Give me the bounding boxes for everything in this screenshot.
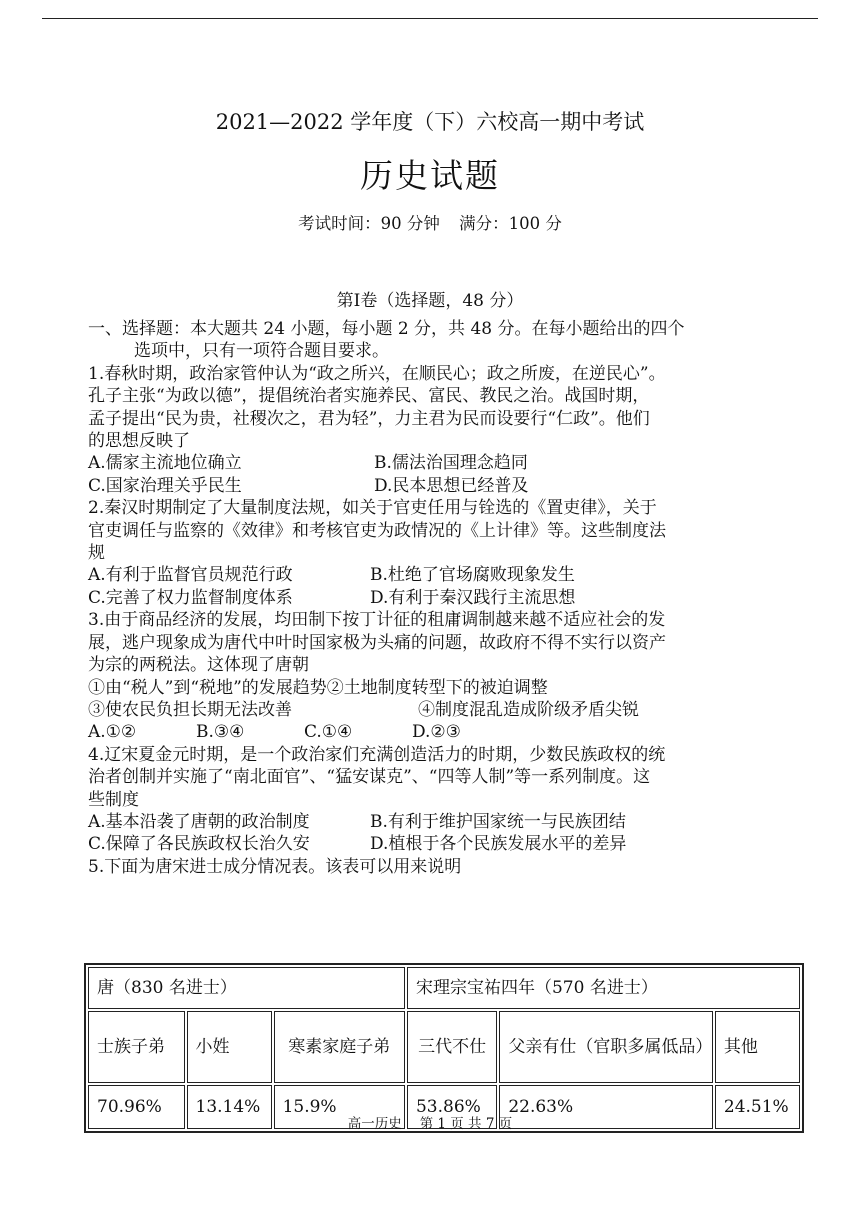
option-row — [88, 587, 788, 609]
question-line: 1.春秋时期，政治家管仲认为“政之所兴，在顺民心；政之所废，在逆民心”。 — [88, 363, 666, 384]
option-d: D.②③ — [412, 722, 461, 743]
option-b: B.有利于维护国家统一与民族团结 — [370, 811, 626, 832]
option-d: D.植根于各个民族发展水平的差异 — [370, 834, 627, 855]
question-line: 孔子主张“为政以德”，提倡统治者实施养民、富民、教民之治。战国时期， — [88, 386, 650, 407]
table-cell: 13.14% — [187, 1085, 272, 1129]
table-header-cell: 寒素家庭子弟 — [274, 1011, 405, 1083]
page-footer: 高一历史 第 1 页 共 7 页 — [347, 1116, 513, 1132]
option-row — [88, 833, 788, 855]
question-line: 展，逃户现象成为唐代中叶时国家极为头痛的问题，故政府不得不实行以资产 — [88, 632, 666, 653]
exam-time: 考试时间：90 分钟 — [298, 214, 440, 233]
table-cell: 24.51% — [715, 1085, 800, 1129]
option-c: C.完善了权力监督制度体系 — [88, 587, 293, 608]
instruction-line: 一、选择题：本大题共 24 小题，每小题 2 分，共 48 分。在每小题给出的四个 — [88, 319, 685, 339]
option-row — [88, 564, 788, 586]
exam-score: 满分：100 分 — [459, 214, 562, 233]
table-group-header-row — [88, 967, 800, 1009]
option-c: C.保障了各民族政权长治久安 — [88, 834, 310, 855]
question-line: 5.下面为唐宋进士成分情况表。该表可以用来说明 — [88, 856, 462, 877]
option-a: A.①② — [88, 722, 137, 743]
option-a: A.基本沿袭了唐朝的政治制度 — [88, 811, 310, 832]
table-header-cell: 父亲有仕（官职多属低品） — [499, 1011, 713, 1083]
option-b: B.儒法治国理念趋同 — [374, 453, 528, 474]
question-line: 些制度 — [88, 789, 139, 810]
question-body — [88, 318, 788, 878]
option-c: C.①④ — [304, 722, 353, 743]
option-d: D.民本思想已经普及 — [374, 475, 529, 496]
table-cell: 70.96% — [88, 1085, 185, 1129]
table-sub-header-row — [88, 1011, 800, 1083]
table-header-cell: 其他 — [715, 1011, 800, 1083]
option-row — [88, 475, 788, 497]
exam-title: 2021—2022 学年度（下）六校高一期中考试 — [215, 110, 645, 134]
jinshi-table — [84, 963, 804, 1133]
table-cell: 53.86% — [407, 1085, 497, 1129]
option-d: D.有利于秦汉践行主流思想 — [370, 587, 576, 608]
part-title: 第Ⅰ卷（选择题，48 分） — [336, 291, 524, 311]
statement-row — [88, 699, 788, 721]
table-header-cell: 三代不仕 — [407, 1011, 497, 1083]
option-a: A.儒家主流地位确立 — [88, 453, 242, 474]
question-line: 2.秦汉时期制定了大量制度法规，如关于官吏任用与铨选的《置吏律》，关于 — [88, 498, 657, 519]
question-line: 官吏调任与监察的《效律》和考核官吏为政情况的《上计律》等。这些制度法 — [88, 520, 666, 541]
table-header-cell: 小姓 — [187, 1011, 272, 1083]
instruction-line: 选项中，只有一项符合题目要求。 — [134, 341, 389, 362]
exam-meta — [0, 210, 860, 234]
table-cell: 15.9% — [274, 1085, 405, 1129]
question-line: 4.辽宋夏金元时期，是一个政治家们充满创造活力的时期，少数民族政权的统 — [88, 744, 666, 765]
header-rule — [42, 18, 818, 19]
question-line: 治者创制并实施了“南北面官”、“猛安谋克”、“四等人制”等一系列制度。这 — [88, 767, 651, 788]
question-line: 3.由于商品经济的发展，均田制下按丁计征的租庸调制越来越不适应社会的发 — [88, 610, 666, 631]
table-header-cell: 士族子弟 — [88, 1011, 185, 1083]
table-cell: 22.63% — [499, 1085, 713, 1129]
question-line: 孟子提出“民为贵，社稷次之，君为轻”，力主君为民而设要行“仁政”。他们 — [88, 408, 650, 429]
option-row — [88, 452, 788, 474]
statement-4: ④制度混乱造成阶级矛盾尖锐 — [418, 699, 639, 720]
option-a: A.有利于监督官员规范行政 — [88, 565, 293, 586]
subject-title: 历史试题 — [360, 156, 500, 195]
question-line: 规 — [88, 543, 105, 564]
table-group-song: 宋理宗宝祐四年（570 名进士） — [407, 967, 800, 1009]
question-line: 为宗的两税法。这体现了唐朝 — [88, 655, 309, 676]
statement-3: ③使农民负担长期无法改善 — [88, 699, 292, 720]
option-b: B.杜绝了官场腐败现象发生 — [370, 565, 575, 586]
option-b: B.③④ — [196, 722, 245, 743]
table-group-tang: 唐（830 名进士） — [88, 967, 405, 1009]
option-c: C.国家治理关乎民生 — [88, 475, 242, 496]
option-row — [88, 721, 788, 743]
statement-line: ①由“税人”到“税地”的发展趋势②土地制度转型下的被迫调整 — [88, 677, 548, 698]
option-row — [88, 811, 788, 833]
question-line: 的思想反映了 — [88, 431, 190, 452]
